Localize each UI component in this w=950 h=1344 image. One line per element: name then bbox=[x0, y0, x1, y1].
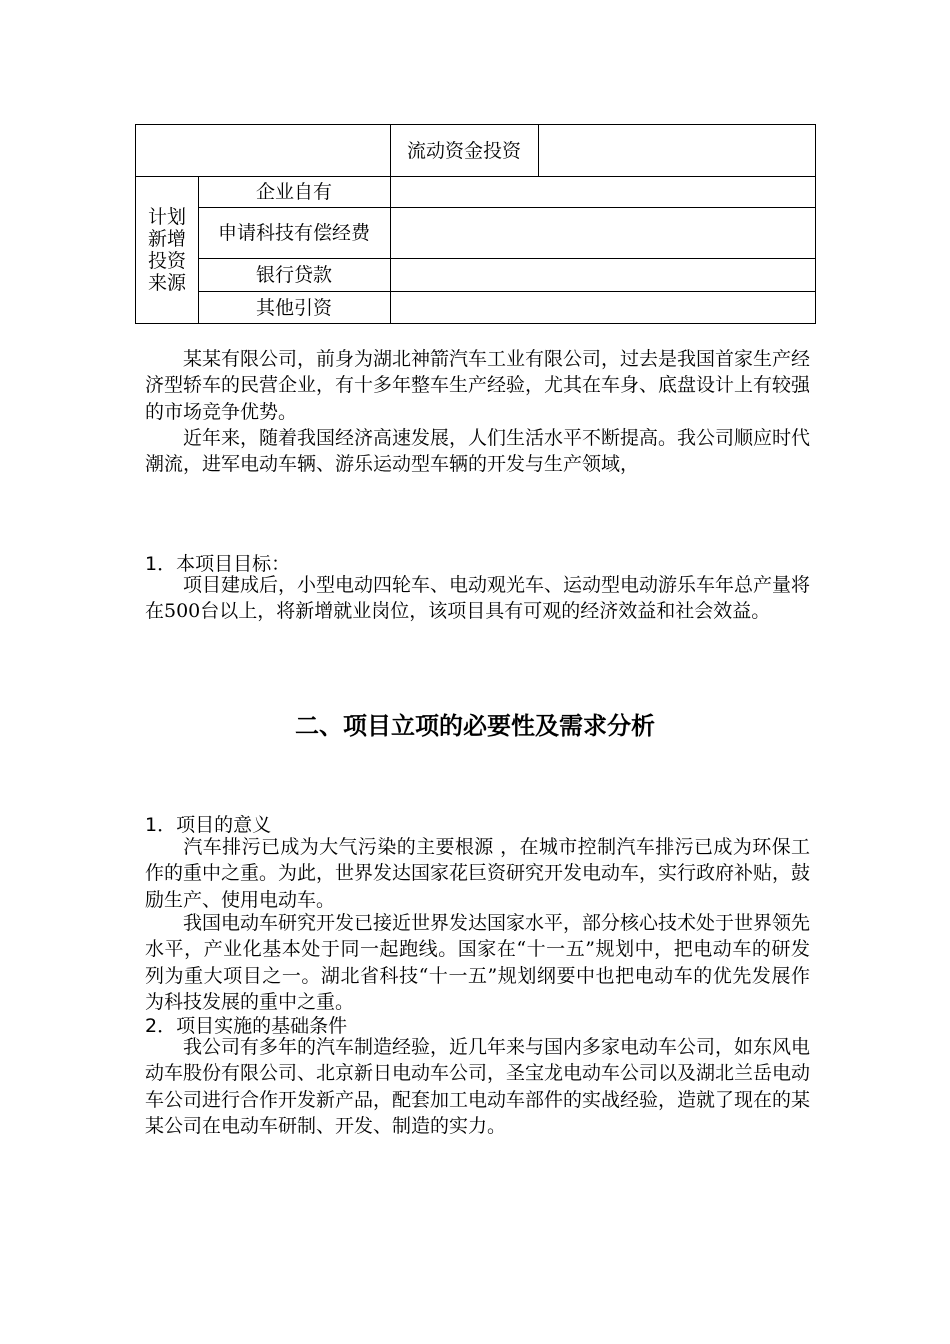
conditions-heading: 2．项目实施的基础条件 bbox=[145, 1015, 348, 1037]
significance-heading: 1．项目的意义 bbox=[145, 814, 272, 836]
intro-paragraph-2: 近年来，随着我国经济高速发展，人们生活水平不断提高。我公司顺应时代潮流，进军电动车辆、游乐运动型车辆的开发与生产领域， bbox=[145, 427, 811, 476]
intro-paragraph-1: 某某有限公司，前身为湖北神箭汽车工业有限公司，过去是我国首家生产经济型轿车的民营企业，有十多年整车生产经验，尤其在车身、底盘设计上有较强的市场竞争优势。 bbox=[145, 348, 811, 423]
investment-source-label: 计划新增投资来源 bbox=[147, 206, 186, 294]
fluid-capital-label: 流动资金投资 bbox=[406, 139, 521, 162]
conditions-paragraph: 我公司有多年的汽车制造经验，近几年来与国内多家电动车公司，如东风电动车股份有限公司、北京新日电动车公司，圣宝龙电动车公司以及湖北兰岳电动车公司进行合作开发新产品，配套加工电动车部件的实战经验，造就了现在的某某公司在电动车研制、开发、制造的实力。 bbox=[145, 1036, 811, 1137]
source-tech-funding: 申请科技有偿经费 bbox=[217, 222, 370, 244]
goal-paragraph: 项目建成后，小型电动四轮车、电动观光车、运动型电动游乐车年总产量将在500台以上，将新增就业岗位，该项目具有可观的经济效益和社会效益。 bbox=[145, 574, 811, 623]
source-bank-loan: 银行贷款 bbox=[255, 264, 332, 286]
source-self-owned: 企业自有 bbox=[255, 181, 332, 203]
significance-paragraph-1: 汽车排污已成为大气污染的主要根源 ，在城市控制汽车排污已成为环保工作的重中之重。为此，世界发达国家花巨资研究开发电动车，实行政府补贴，鼓励生产、使用电动车。 bbox=[145, 836, 811, 911]
significance-paragraph-2: 我国电动车研究开发已接近世界发达国家水平，部分核心技术处于世界领先水平，产业化基本处于同一起跑线。国家在“十一五”规划中，把电动车的研发列为重大项目之一。湖北省科技“十一五”规划纲要中也把电动车的优先发展作为科技发展的重中之重。 bbox=[145, 912, 811, 1013]
goal-heading: 1．本项目目标： bbox=[145, 553, 291, 575]
section-title: 二、项目立项的必要性及需求分析 bbox=[295, 712, 655, 740]
source-other: 其他引资 bbox=[255, 296, 332, 319]
